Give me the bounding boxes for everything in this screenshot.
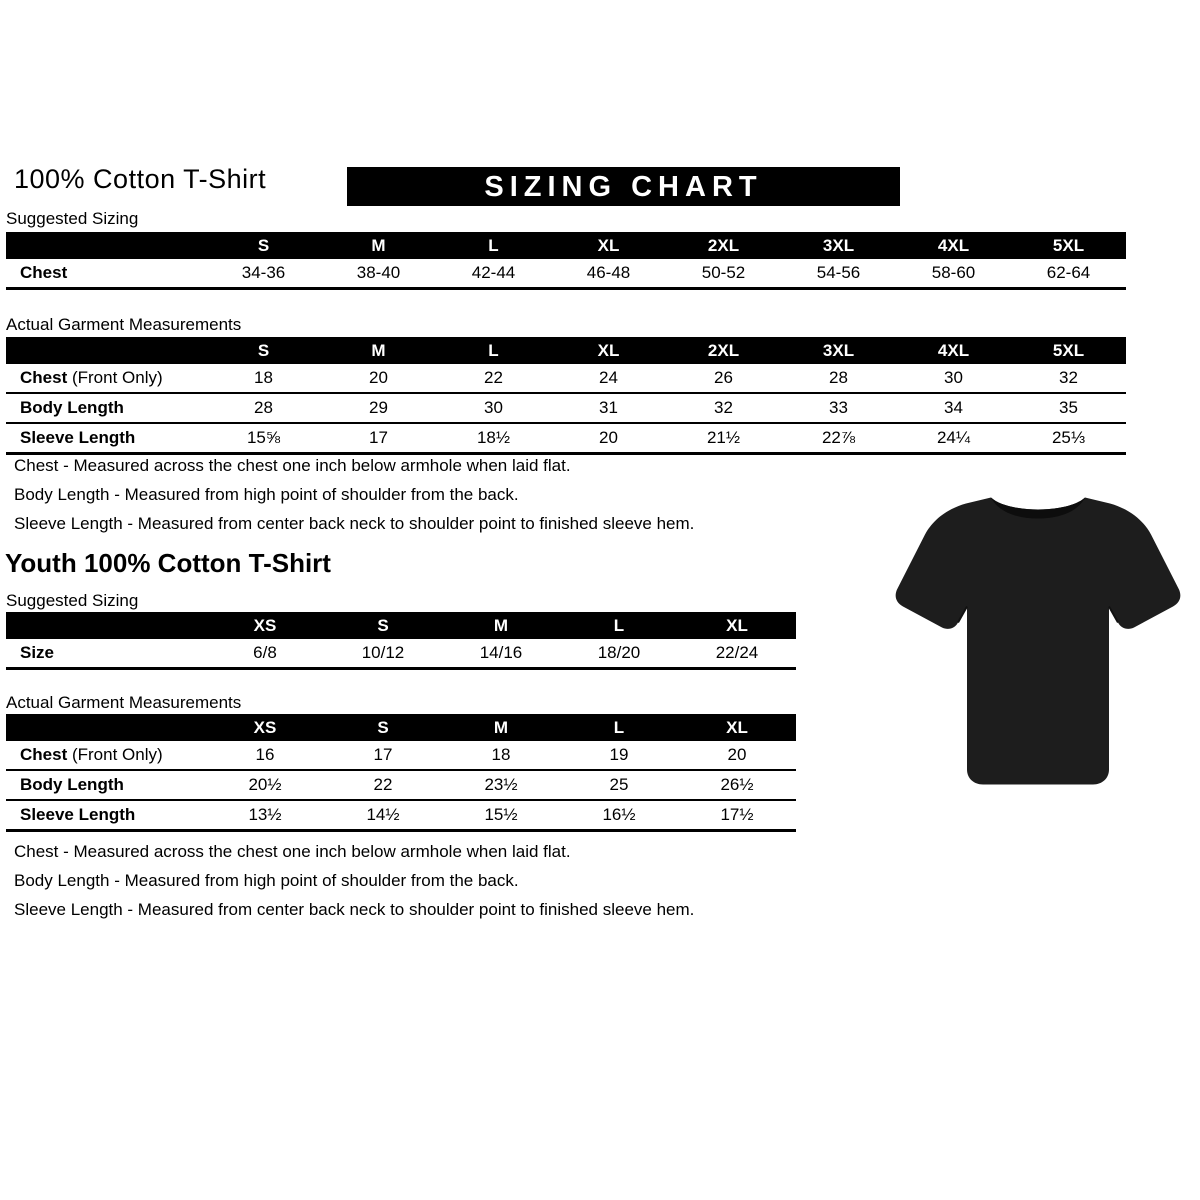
cell: 42-44: [436, 259, 551, 289]
row-label: Body Length: [6, 770, 206, 800]
header-spacer: [6, 714, 206, 741]
size-col-header: 2XL: [666, 232, 781, 259]
table-row: [6, 800, 796, 831]
row-label: Sleeve Length: [6, 423, 206, 454]
size-col-header: M: [321, 337, 436, 364]
cell: 20½: [206, 770, 324, 800]
adult-suggested-table: [6, 232, 1126, 290]
size-col-header: 4XL: [896, 337, 1011, 364]
cell: 20: [321, 364, 436, 393]
size-col-header: XL: [551, 337, 666, 364]
size-col-header: XS: [206, 714, 324, 741]
cell: 18/20: [560, 639, 678, 669]
sizing-chart-banner: SIZING CHART: [347, 167, 900, 206]
adult-actual-header-row: [6, 337, 1126, 364]
cell: 19: [560, 741, 678, 770]
cell: 54-56: [781, 259, 896, 289]
row-label: Body Length: [6, 393, 206, 423]
cell: 26: [666, 364, 781, 393]
cell: 32: [666, 393, 781, 423]
size-col-header: S: [324, 612, 442, 639]
cell: 18½: [436, 423, 551, 454]
note-body-length: Body Length - Measured from high point of shoulder from the back.: [14, 485, 519, 504]
size-col-header: L: [436, 337, 551, 364]
cell: 22: [436, 364, 551, 393]
cell: 15½: [442, 800, 560, 831]
cell: 62-64: [1011, 259, 1126, 289]
cell: 28: [781, 364, 896, 393]
cell: 18: [206, 364, 321, 393]
size-col-header: L: [436, 232, 551, 259]
cell: 31: [551, 393, 666, 423]
tshirt-silhouette-icon: [888, 470, 1188, 818]
size-col-header: XL: [678, 714, 796, 741]
header-spacer: [6, 612, 206, 639]
size-col-header: 3XL: [781, 337, 896, 364]
table-row: [6, 364, 1126, 393]
size-col-header: M: [321, 232, 436, 259]
size-col-header: 3XL: [781, 232, 896, 259]
size-col-header: M: [442, 714, 560, 741]
note-chest: Chest - Measured across the chest one inch below armhole when laid flat.: [14, 842, 571, 861]
cell: 10/12: [324, 639, 442, 669]
size-col-header: 5XL: [1011, 232, 1126, 259]
cell: 14/16: [442, 639, 560, 669]
cell: 24¼: [896, 423, 1011, 454]
cell: 14½: [324, 800, 442, 831]
youth-section-title: Youth 100% Cotton T-Shirt: [5, 548, 331, 578]
cell: 28: [206, 393, 321, 423]
cell: 46-48: [551, 259, 666, 289]
size-col-header: S: [206, 337, 321, 364]
size-col-header: 5XL: [1011, 337, 1126, 364]
cell: 24: [551, 364, 666, 393]
cell: 32: [1011, 364, 1126, 393]
cell: 23½: [442, 770, 560, 800]
row-label: Sleeve Length: [6, 800, 206, 831]
size-col-header: L: [560, 612, 678, 639]
row-label: Size: [6, 639, 206, 669]
cell: 20: [551, 423, 666, 454]
cell: 15⅝: [206, 423, 321, 454]
cell: 22/24: [678, 639, 796, 669]
row-label: Chest (Front Only): [6, 364, 206, 393]
cell: 30: [436, 393, 551, 423]
cell: 22: [324, 770, 442, 800]
youth-suggested-header-row: [6, 612, 796, 639]
youth-actual-header-row: [6, 714, 796, 741]
adult-actual-heading: Actual Garment Measurements: [6, 315, 242, 334]
youth-notes: [14, 842, 694, 929]
cell: 17½: [678, 800, 796, 831]
adult-section-title: 100% Cotton T-Shirt: [14, 164, 267, 194]
cell: 26½: [678, 770, 796, 800]
size-col-header: M: [442, 612, 560, 639]
cell: 38-40: [321, 259, 436, 289]
cell: 25⅓: [1011, 423, 1126, 454]
adult-notes: [14, 456, 694, 543]
youth-suggested-table: [6, 612, 796, 670]
note-sleeve-length: Sleeve Length - Measured from center back neck to shoulder point to finished sleeve hem.: [14, 900, 695, 919]
size-col-header: XL: [551, 232, 666, 259]
cell: 17: [324, 741, 442, 770]
cell: 29: [321, 393, 436, 423]
size-col-header: 4XL: [896, 232, 1011, 259]
cell: 13½: [206, 800, 324, 831]
cell: 22⅞: [781, 423, 896, 454]
size-col-header: XS: [206, 612, 324, 639]
cell: 34-36: [206, 259, 321, 289]
cell: 18: [442, 741, 560, 770]
table-row: [6, 639, 796, 669]
youth-suggested-heading: Suggested Sizing: [6, 591, 139, 610]
cell: 25: [560, 770, 678, 800]
cell: 16: [206, 741, 324, 770]
row-label: Chest (Front Only): [6, 741, 206, 770]
table-row: [6, 259, 1126, 289]
cell: 50-52: [666, 259, 781, 289]
header-spacer: [6, 232, 206, 259]
cell: 30: [896, 364, 1011, 393]
header-spacer: [6, 337, 206, 364]
table-row: [6, 423, 1126, 454]
size-col-header: 2XL: [666, 337, 781, 364]
row-label: Chest: [6, 259, 206, 289]
size-col-header: S: [206, 232, 321, 259]
cell: 16½: [560, 800, 678, 831]
cell: 21½: [666, 423, 781, 454]
size-col-header: S: [324, 714, 442, 741]
youth-actual-heading: Actual Garment Measurements: [6, 693, 242, 712]
note-chest: Chest - Measured across the chest one inch below armhole when laid flat.: [14, 456, 571, 475]
cell: 33: [781, 393, 896, 423]
cell: 6/8: [206, 639, 324, 669]
note-sleeve-length: Sleeve Length - Measured from center back neck to shoulder point to finished sleeve hem.: [14, 514, 695, 533]
cell: 58-60: [896, 259, 1011, 289]
youth-actual-table: [6, 714, 796, 832]
cell: 20: [678, 741, 796, 770]
size-col-header: L: [560, 714, 678, 741]
black-tshirt-image: [888, 470, 1188, 818]
cell: 17: [321, 423, 436, 454]
adult-suggested-heading: Suggested Sizing: [6, 209, 139, 228]
cell: 35: [1011, 393, 1126, 423]
size-col-header: XL: [678, 612, 796, 639]
table-row: [6, 770, 796, 800]
adult-actual-table: [6, 337, 1126, 455]
table-row: [6, 741, 796, 770]
cell: 34: [896, 393, 1011, 423]
adult-suggested-header-row: [6, 232, 1126, 259]
note-body-length: Body Length - Measured from high point of shoulder from the back.: [14, 871, 519, 890]
table-row: [6, 393, 1126, 423]
